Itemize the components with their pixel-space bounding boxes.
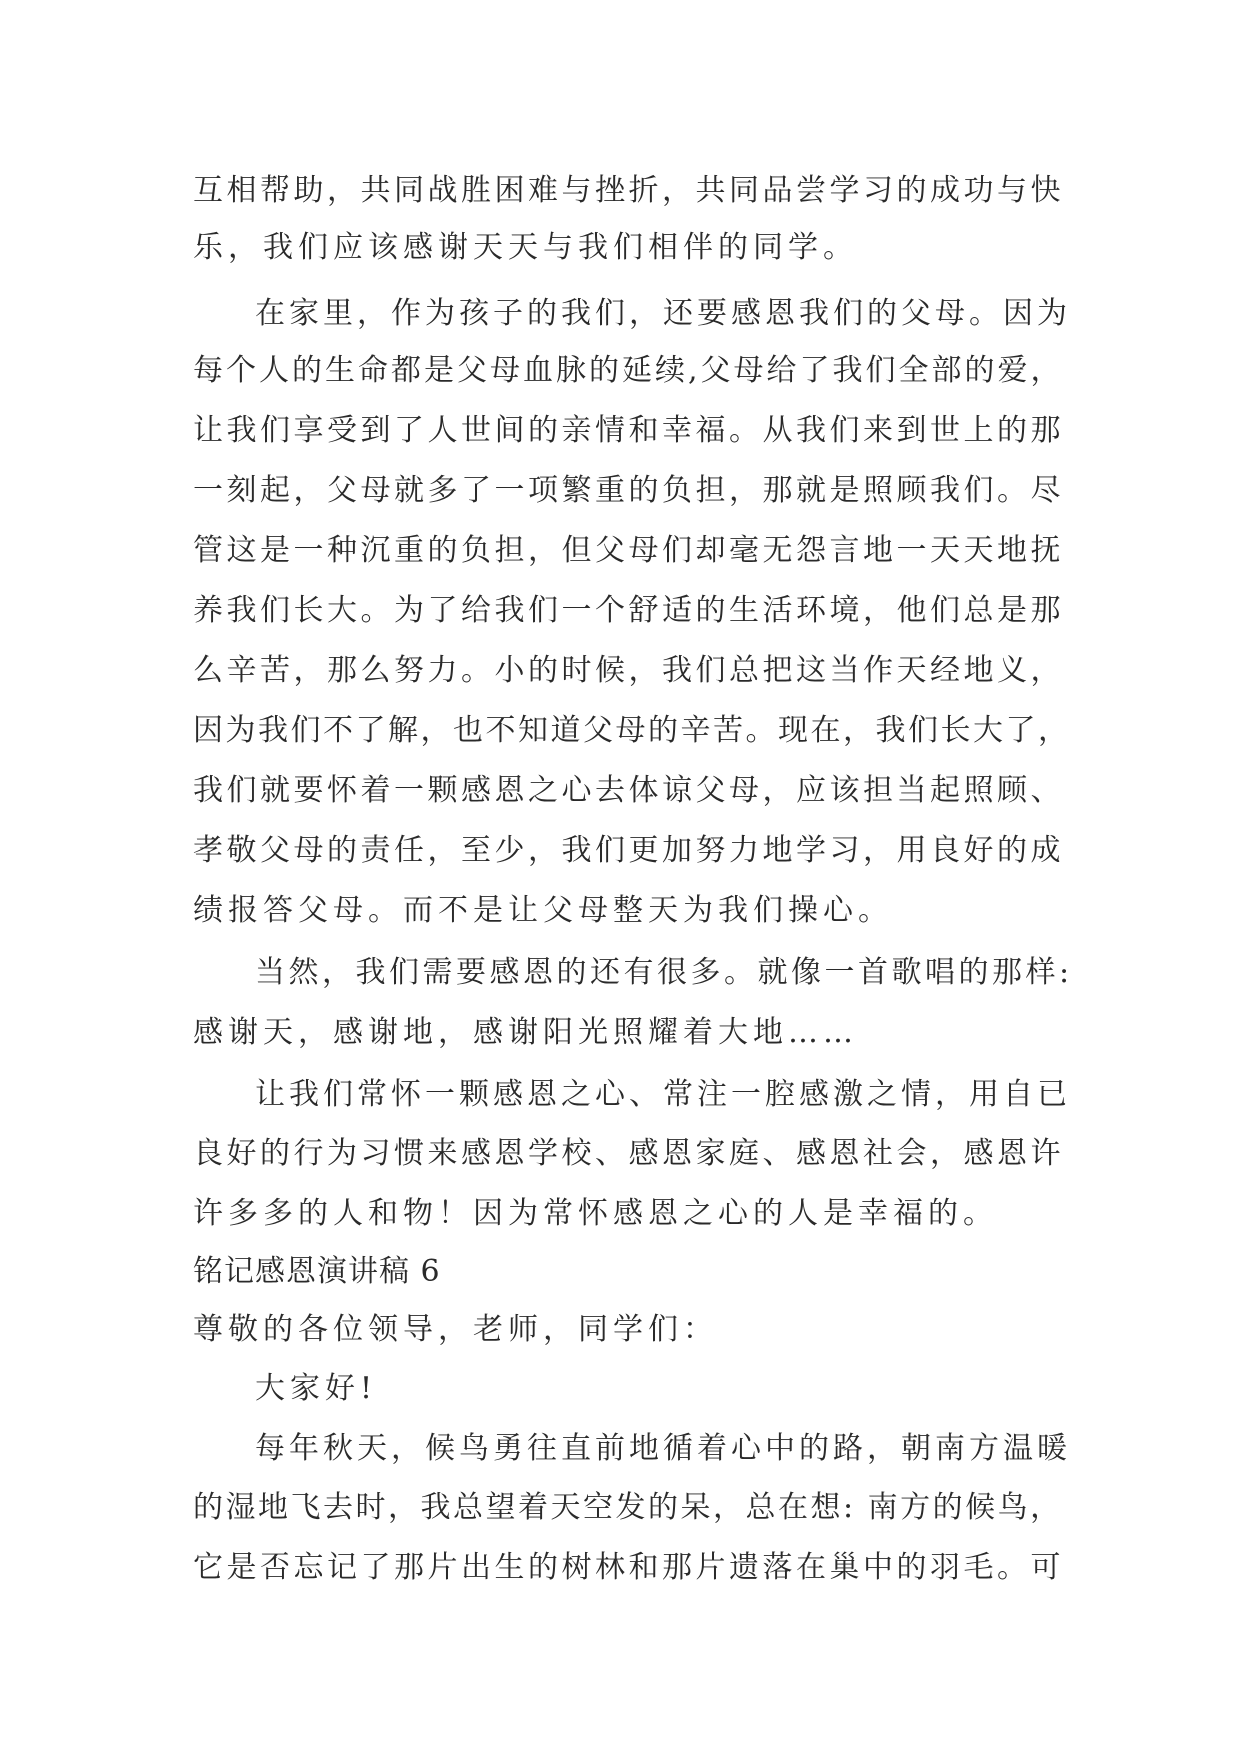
paragraph-start: 在家里，作为孩子的我们，还要感恩我们的父母。因为 — [255, 296, 1071, 331]
greeting: 大家好! — [255, 1371, 378, 1406]
text-line: 么辛苦，那么努力。小的时候，我们总把这当作天经地义， — [193, 653, 1064, 688]
paragraph-start: 当然，我们需要感恩的还有很多。就像一首歌唱的那样: — [255, 955, 1073, 990]
paragraph-start: 让我们常怀一颗感恩之心、常注一腔感激之情，用自已 — [255, 1077, 1071, 1112]
text-line: 绩报答父母。而不是让父母整天为我们操心。 — [193, 893, 893, 928]
text-line: 它是否忘记了那片出生的树林和那片遗落在巢中的羽毛。可 — [193, 1550, 1064, 1585]
text-line: 因为我们不了解，也不知道父母的辛苦。现在，我们长大了， — [193, 713, 1071, 748]
section-title: 铭记感恩演讲稿 6 — [193, 1254, 441, 1289]
text-line: 的湿地飞去时，我总望着天空发的呆，总在想: 南方的候鸟， — [193, 1490, 1063, 1525]
text-line: 许多多的人和物！因为常怀感恩之心的人是幸福的。 — [193, 1196, 998, 1231]
text-line: 良好的行为习惯来感恩学校、感恩家庭、感恩社会，感恩许 — [193, 1136, 1064, 1171]
text-line: 我们就要怀着一颗感恩之心去体谅父母，应该担当起照顾、 — [193, 773, 1064, 808]
text-line: 让我们享受到了人世间的亲情和幸福。从我们来到世上的那 — [193, 413, 1064, 448]
text-line: 感谢天，感谢地，感谢阳光照耀着大地…… — [193, 1015, 858, 1050]
text-line: 互相帮助，共同战胜困难与挫折，共同品尝学习的成功与快 — [193, 173, 1064, 208]
text-line: 乐，我们应该感谢天天与我们相伴的同学。 — [193, 230, 858, 265]
paragraph-start: 每年秋天，候鸟勇往直前地循着心中的路，朝南方温暖 — [255, 1431, 1071, 1466]
text-line: 孝敬父母的责任，至少，我们更加努力地学习，用良好的成 — [193, 833, 1064, 868]
text-line: 管这是一种沉重的负担，但父母们却毫无怨言地一天天地抚 — [193, 533, 1064, 568]
text-line: 一刻起，父母就多了一项繁重的负担，那就是照顾我们。尽 — [193, 473, 1064, 508]
salutation: 尊敬的各位领导，老师，同学们： — [193, 1312, 718, 1347]
text-line: 每个人的生命都是父母血脉的延续,父母给了我们全部的爱， — [193, 353, 1064, 388]
text-line: 养我们长大。为了给我们一个舒适的生活环境，他们总是那 — [193, 593, 1064, 628]
